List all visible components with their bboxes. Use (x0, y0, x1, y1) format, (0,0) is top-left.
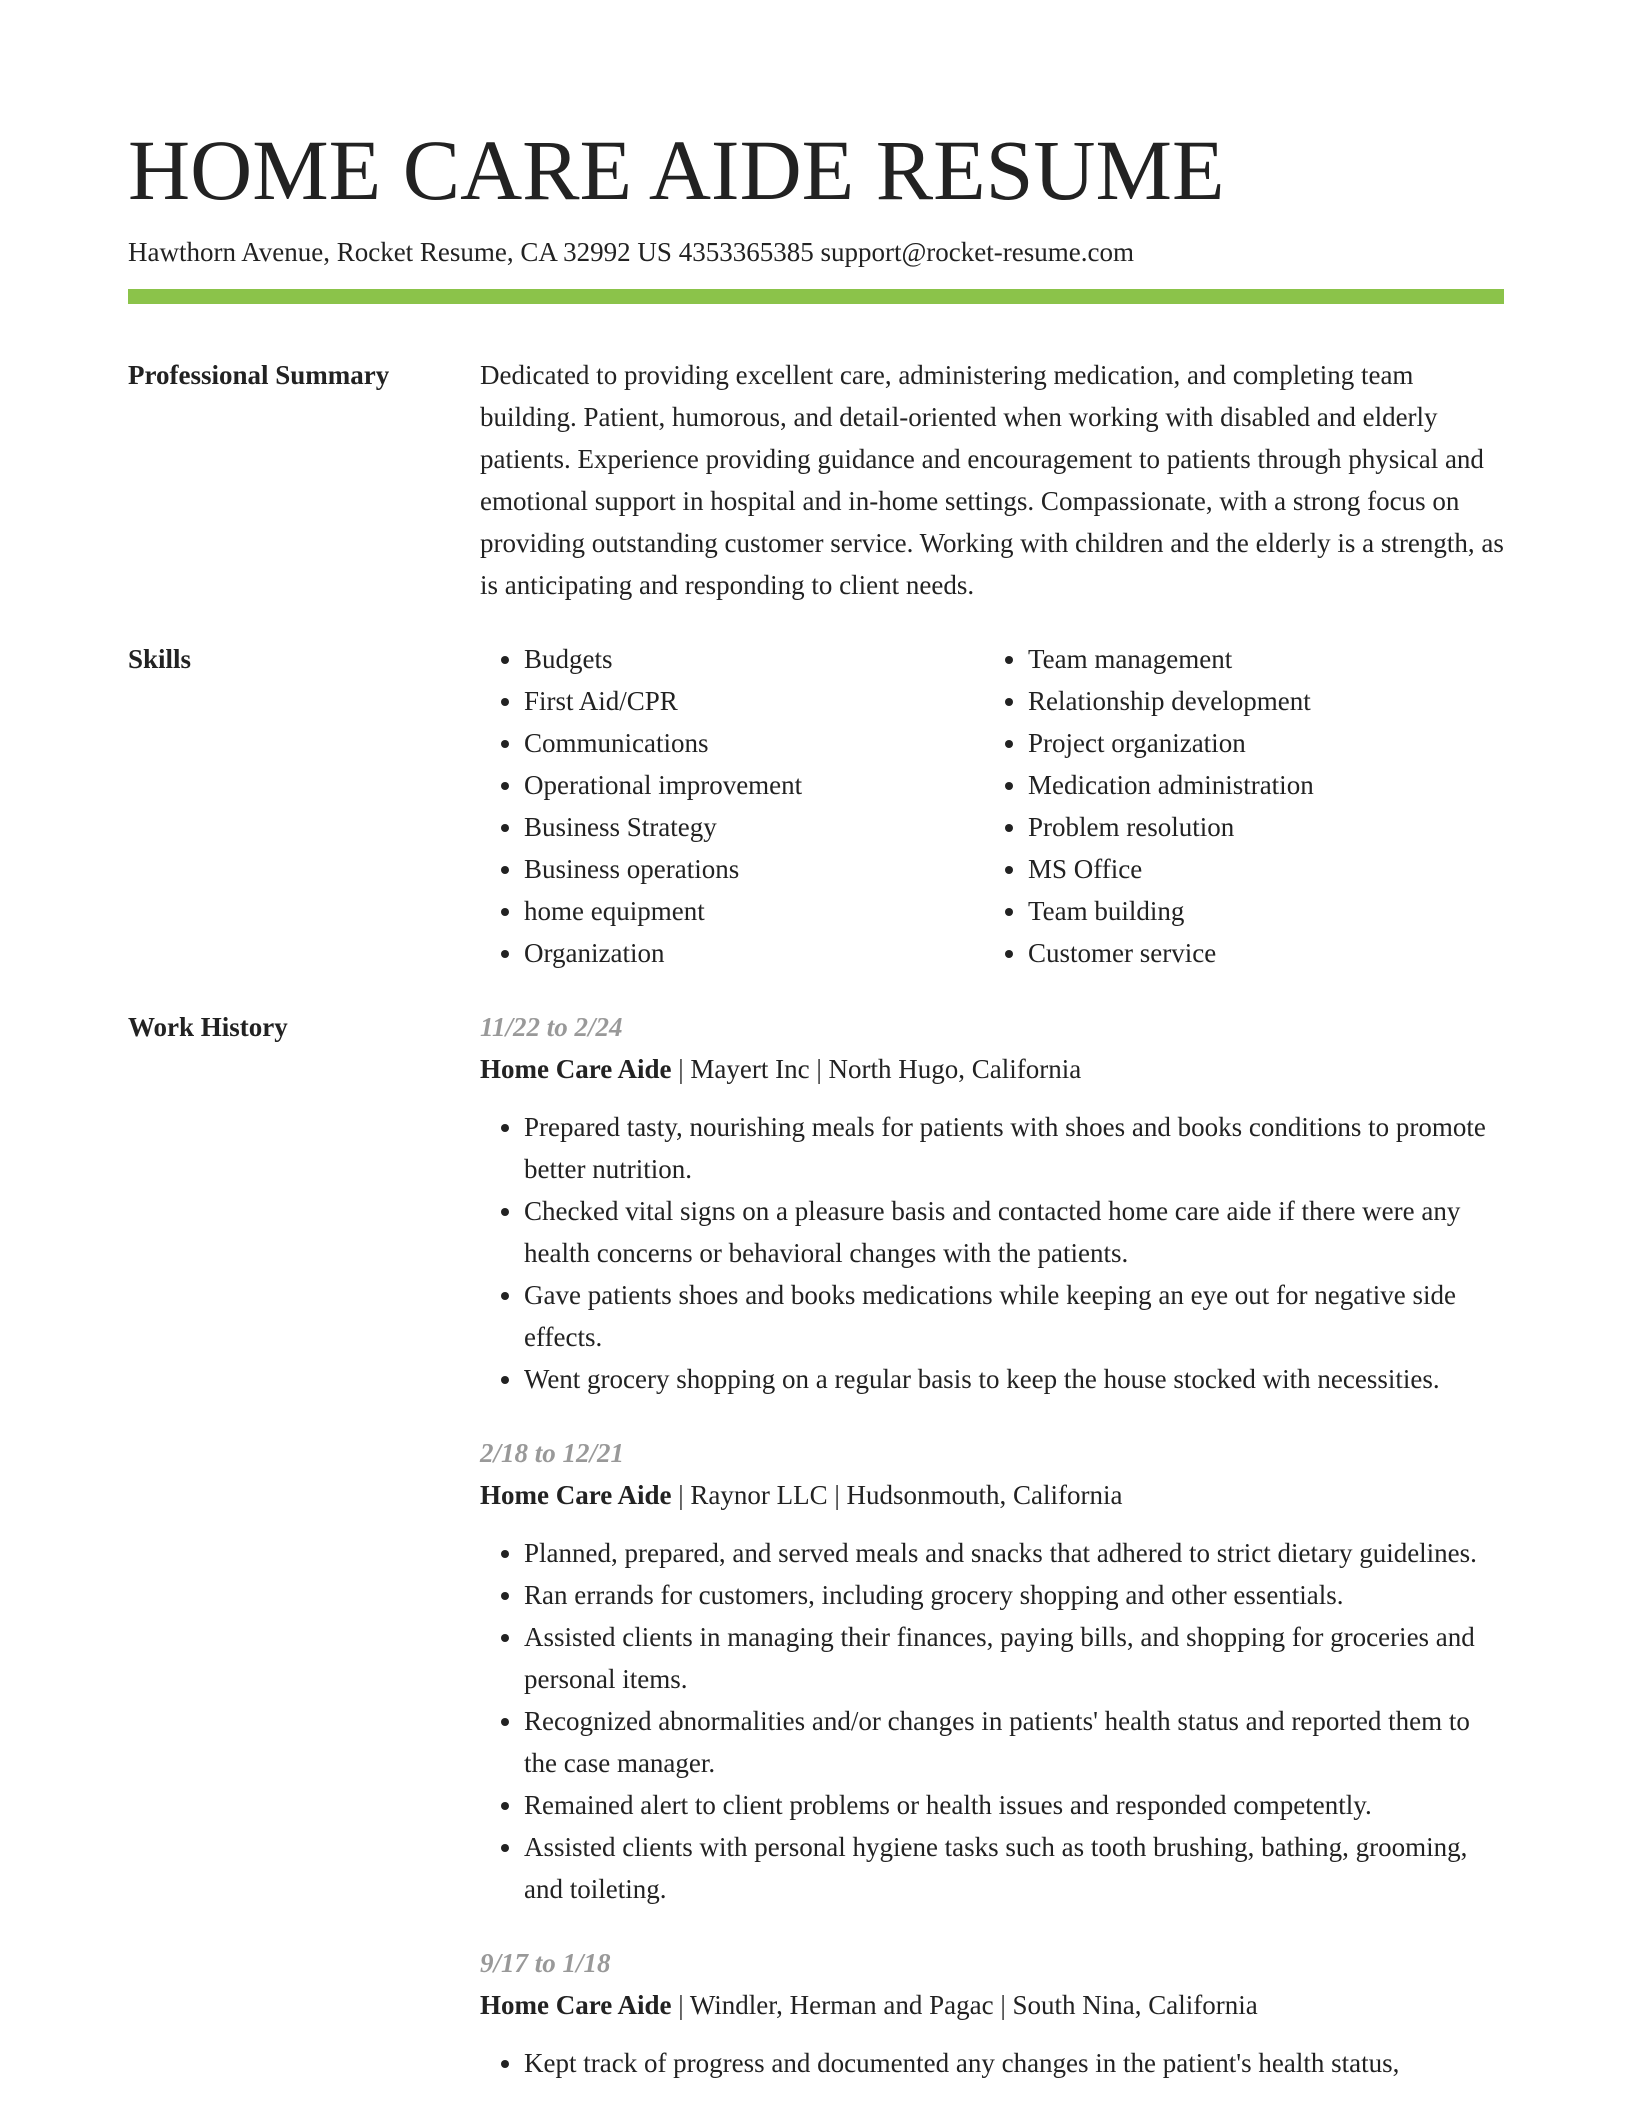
job-title: Home Care Aide (480, 1480, 672, 1510)
job-dates: 11/22 to 2/24 (480, 1012, 623, 1042)
skill-item: • Team management (1028, 638, 1540, 680)
job-bullet: • Kept track of progress and documented any changes in the patient's health status, (524, 2042, 1504, 2084)
job-bullet: • Ran errands for customers, including grocery shopping and other essentials. (524, 1574, 1504, 1616)
job-dates: 2/18 to 12/21 (480, 1438, 625, 1468)
skill-item: • Operational improvement (524, 764, 984, 806)
job-dates: 9/17 to 1/18 (480, 1948, 611, 1978)
skill-item: • MS Office (1028, 848, 1540, 890)
skill-item: • Relationship development (1028, 680, 1540, 722)
professional-summary-section (128, 354, 1504, 606)
skills-list-right (984, 638, 1540, 974)
job-heading (480, 1984, 1504, 2026)
skill-item: • Communications (524, 722, 984, 764)
job-title: Home Care Aide (480, 1054, 672, 1084)
skill-item: • Organization (524, 932, 984, 974)
job-bullet-list (480, 1532, 1504, 1910)
section-label-work: Work History (128, 1012, 288, 1042)
job-bullet: • Checked vital signs on a pleasure basis and contacted home care aide if there were any health concerns or behavioral changes with the patients. (524, 1190, 1504, 1274)
job-bullet-list (480, 2042, 1504, 2084)
skill-item: • Business Strategy (524, 806, 984, 848)
job-bullet: • Assisted clients with personal hygiene tasks such as tooth brushing, bathing, grooming, and toileting. (524, 1826, 1504, 1910)
skill-item: • Customer service (1028, 932, 1540, 974)
skill-item: • Budgets (524, 638, 984, 680)
job-entry (480, 1432, 1504, 1910)
skill-item: • Problem resolution (1028, 806, 1540, 848)
accent-divider (128, 289, 1504, 304)
job-entry (480, 1942, 1504, 2084)
job-bullet: • Prepared tasty, nourishing meals for patients with shoes and books conditions to promote better nutrition. (524, 1106, 1504, 1190)
skill-item: • Medication administration (1028, 764, 1540, 806)
skill-item: • Business operations (524, 848, 984, 890)
resume-title: HOME CARE AIDE RESUME (128, 122, 1225, 218)
job-employer-location: | Raynor LLC | Hudsonmouth, California (671, 1480, 1123, 1510)
job-employer-location: | Windler, Herman and Pagac | South Nina, California (671, 1990, 1258, 2020)
skill-item: • Project organization (1028, 722, 1540, 764)
job-employer-location: | Mayert Inc | North Hugo, California (671, 1054, 1082, 1084)
job-bullet: • Went grocery shopping on a regular basis to keep the house stocked with necessities. (524, 1358, 1504, 1400)
skill-item: • First Aid/CPR (524, 680, 984, 722)
job-bullet: • Remained alert to client problems or health issues and responded competently. (524, 1784, 1504, 1826)
section-label-summary: Professional Summary (128, 360, 390, 390)
skills-list-left (480, 638, 984, 974)
summary-text: Dedicated to providing excellent care, administering medication, and completing team building. Patient, humorous, and detail-oriented when working with disabled and elderly patients. Experience providing guidance and encouragement to patients through physical and emotional support in hospital and in-home settings. Compassionate, with a strong focus on providing outstanding customer service. Working with children and the elderly is a strength, as is anticipating and responding to client needs. (480, 360, 1504, 600)
job-bullet: • Recognized abnormalities and/or changes in patients' health status and reported them to the case manager. (524, 1700, 1504, 1784)
skills-section (128, 638, 1504, 974)
job-heading (480, 1474, 1504, 1516)
work-history-section (128, 1006, 1504, 2116)
section-label-skills: Skills (128, 644, 192, 674)
job-bullet: • Assisted clients in managing their finances, paying bills, and shopping for groceries and personal items. (524, 1616, 1504, 1700)
job-bullet: • Planned, prepared, and served meals and snacks that adhered to strict dietary guidelines. (524, 1532, 1504, 1574)
job-entry (480, 1006, 1504, 1400)
resume-page (128, 0, 1504, 2116)
contact-line: Hawthorn Avenue, Rocket Resume, CA 32992 US 4353365385 support@rocket-resume.com (128, 237, 1134, 267)
skill-item: • home equipment (524, 890, 984, 932)
job-title: Home Care Aide (480, 1990, 672, 2020)
skill-item: • Team building (1028, 890, 1540, 932)
job-heading (480, 1048, 1504, 1090)
job-bullet: • Gave patients shoes and books medications while keeping an eye out for negative side effects. (524, 1274, 1504, 1358)
job-bullet-list (480, 1106, 1504, 1400)
